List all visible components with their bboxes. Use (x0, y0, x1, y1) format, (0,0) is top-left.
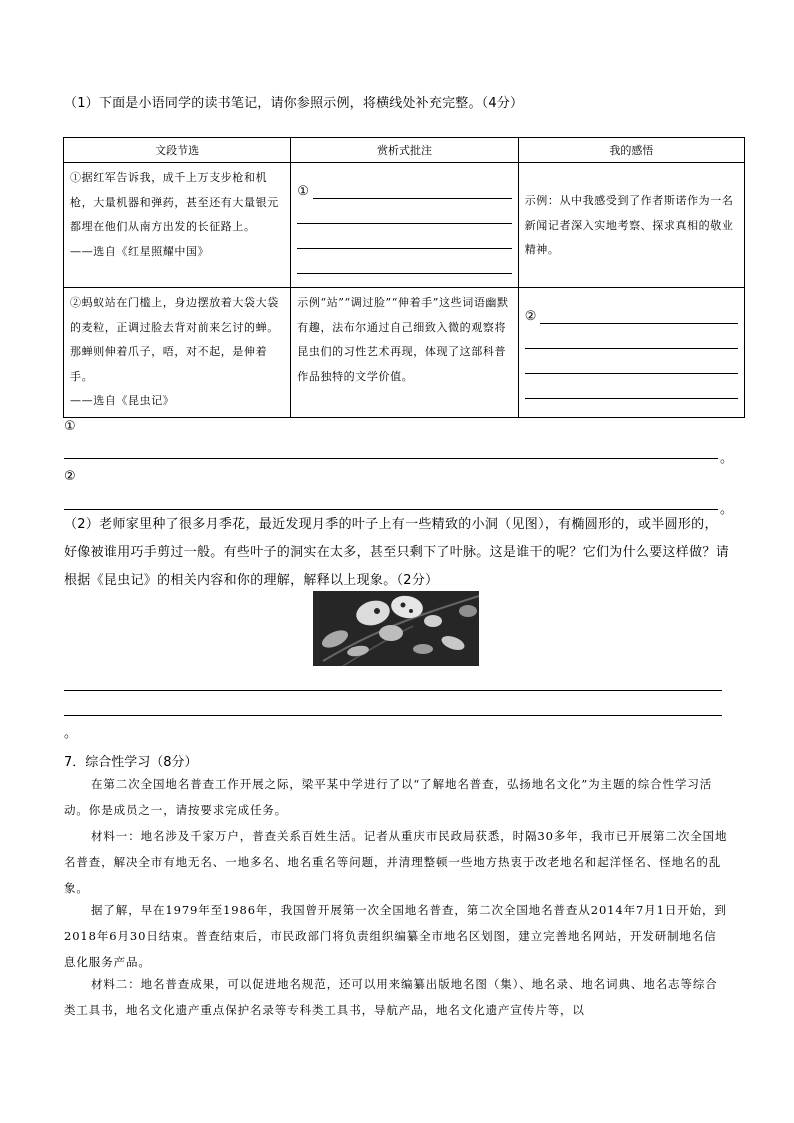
question-2-period: 。 (64, 726, 78, 741)
answer-blank-line[interactable] (297, 249, 511, 274)
answer-blank-line[interactable] (297, 224, 511, 249)
answer-2-period: 。 (720, 502, 734, 517)
material-2: 材料二：地名普查成果，可以促进地名规范，还可以用来编纂出版地名图（集）、地名录、地名词典、地名志等综合类工具书，地名文化遗产重点保护名录等专科类工具书，导航产品，地名文化遗产宣传片等，以 (64, 977, 718, 1017)
answer-blank-line[interactable] (525, 374, 738, 399)
answer-blank-line[interactable] (525, 324, 738, 349)
header-insight: 我的感悟 (518, 138, 744, 163)
answer-blank-line[interactable] (540, 309, 738, 324)
row1-blank-number: ① (297, 184, 309, 199)
answer-2-line[interactable] (64, 509, 718, 510)
row2-excerpt-cell (64, 288, 291, 418)
row2-annotation-cell (291, 288, 518, 418)
rose-leaf-photo (313, 591, 479, 666)
row1-insight-cell (518, 163, 744, 288)
question-7-title: 7．综合性学习（8分） (64, 755, 198, 770)
row2-source: ——选自《昆虫记》 (70, 394, 175, 407)
row1-insight: 示例：从中我感受到了作者斯诺作为一名新闻记者深入实地考察、探求真相的敬业精神。 (524, 194, 734, 256)
material-1: 材料一：地名涉及千家万户，普查关系百姓生活。记者从重庆市民政局获悉，时隔30多年，我市已开展第二次全国地名普查，解决全市有地无名、一地多名、地名重名等问题，并清理整顿一些地方热衷于改老地名和起洋怪名、怪地名的乱象。 (64, 829, 728, 895)
row2-blank-number: ② (524, 309, 537, 324)
row1-excerpt-cell (64, 163, 291, 288)
header-excerpt: 文段节选 (64, 138, 291, 163)
question-2-answer-line[interactable] (64, 690, 722, 691)
row1-annotation-blank-cell (291, 163, 518, 288)
question-7-intro: 在第二次全国地名普查工作开展之际，梁平某中学进行了以“了解地名普查，弘扬地名文化”为主题的综合性学习活动。你是成员之一，请按要求完成任务。 (64, 777, 713, 817)
question-2-answer-line[interactable] (64, 715, 722, 716)
answer-2-number: ② (64, 469, 76, 484)
answer-blank-line[interactable] (525, 349, 738, 374)
answer-1-period: 。 (720, 451, 734, 466)
question-2-prompt: （2）老师家里种了很多月季花，最近发现月季的叶子上有一些精致的小洞（见图），有椭圆形的，或半圆形的，好像被谁用巧手剪过一般。有些叶子的洞实在太多，甚至只剩下了叶脉。这是谁干的呢？它们为什么要这样做？请根据《昆虫记》的相关内容和你的理解，解释以上现象。（2分） (64, 517, 730, 588)
row2-insight-blank-cell (518, 288, 744, 418)
header-annotation: 赏析式批注 (291, 138, 518, 163)
question-1-prompt: （1）下面是小语同学的读书笔记，请你参照示例，将横线处补充完整。（4分） (64, 96, 524, 111)
answer-blank-line[interactable] (297, 199, 511, 224)
row2-excerpt: ②蚂蚁站在门槛上，身边摆放着大袋大袋的麦粒，正调过脸去背对前来乞讨的蝉。那蝉则伸着爪子，唔，对不起，是伸着手。 (70, 296, 279, 383)
reading-notes-table (63, 137, 745, 418)
row1-source: ——选自《红星照耀中国》 (70, 244, 210, 258)
answer-1-number: ① (64, 419, 76, 434)
row1-excerpt: ①据红军告诉我，成千上万支步枪和机枪，大量机器和弹药，甚至还有大量银元都埋在他们从南方出发的长征路上。 (70, 171, 279, 233)
material-1-continued: 据了解，早在1979年至1986年，我国曾开展第一次全国地名普查，第二次全国地名普查从2014年7月1日开始，到2018年6月30日结束。普查结束后，市民政部门将负责组织编纂全市地名区划图，建立完善地名网站，开发研制地名信息化服务产品。 (64, 903, 727, 969)
answer-1-line[interactable] (64, 458, 718, 459)
answer-blank-line[interactable] (313, 184, 512, 199)
row2-annotation: 示例“站”“调过脸”“伸着手”这些词语幽默有趣，法布尔通过自己细致入微的观察将昆虫们的习性艺术再现，体现了这部科普作品独特的文学价值。 (297, 296, 509, 383)
